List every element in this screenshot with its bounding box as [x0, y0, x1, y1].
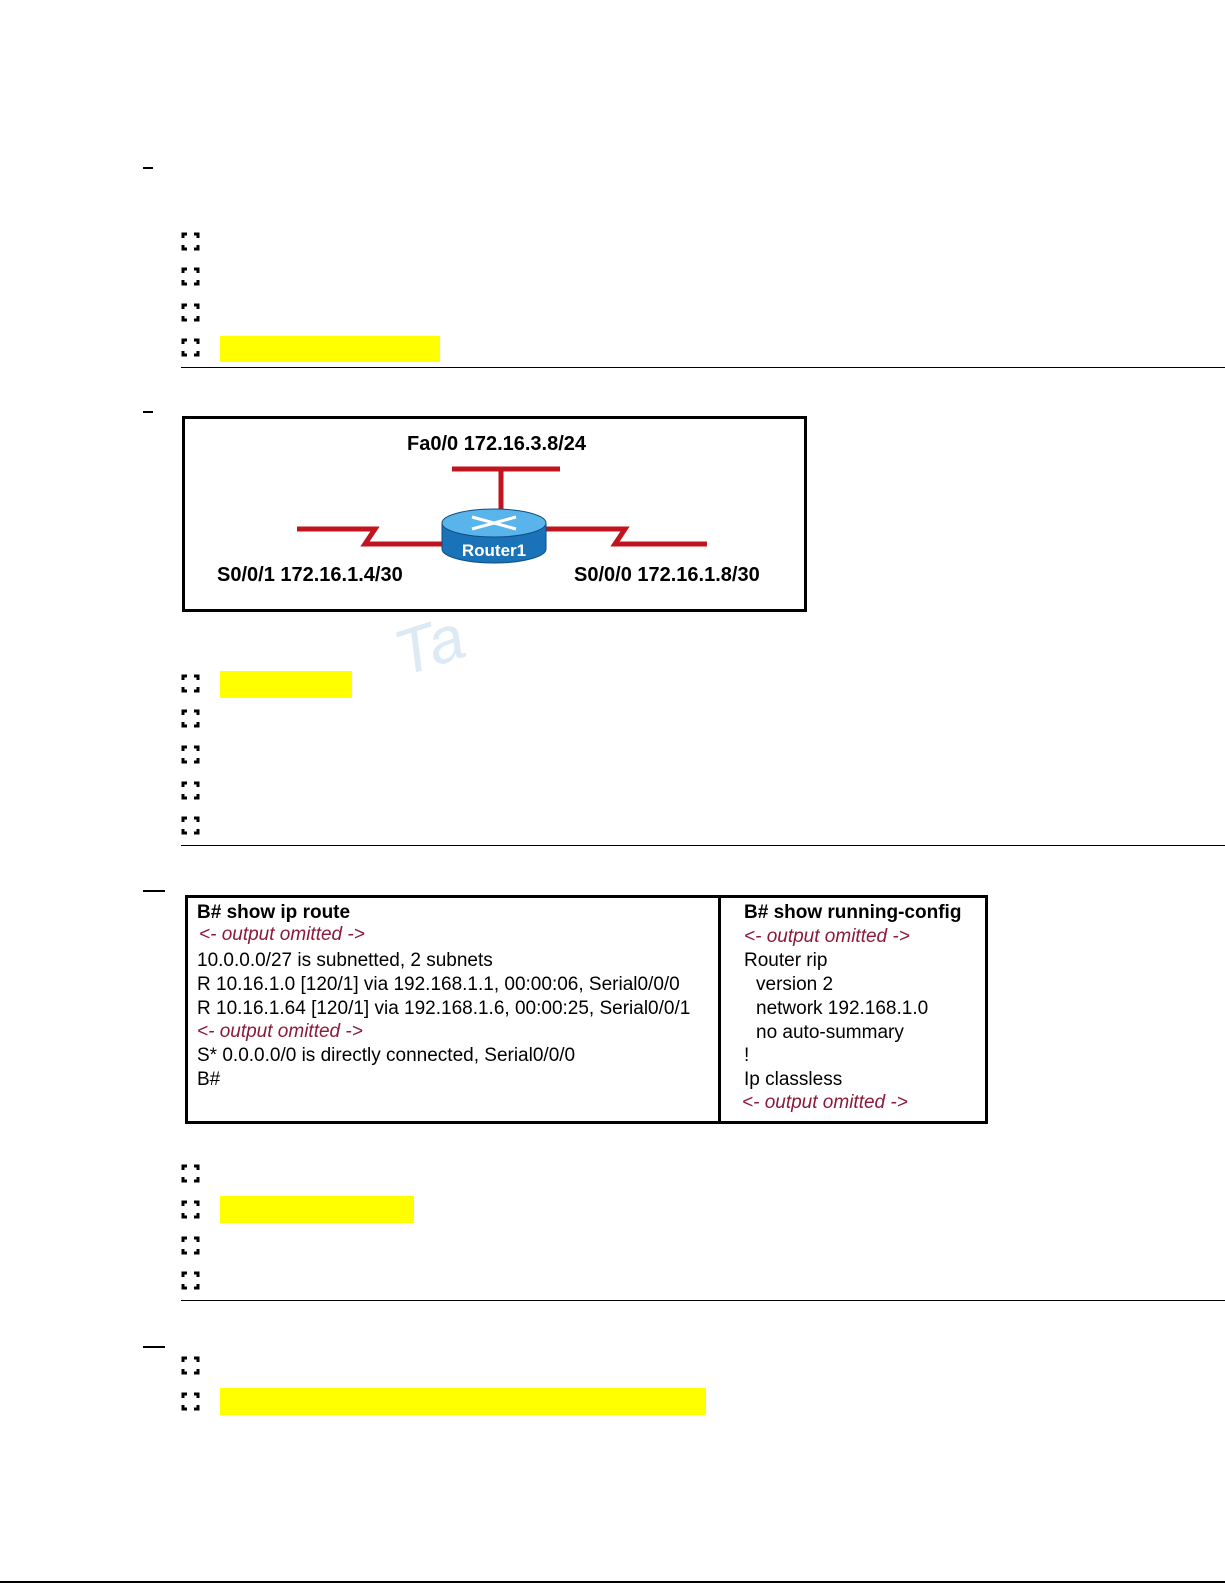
- page-bottom-border: [0, 1581, 1225, 1583]
- config-line: no auto-summary: [756, 1022, 904, 1043]
- config-omitted: <- output omitted ->: [742, 1092, 908, 1113]
- route-omitted: <- output omitted ->: [197, 1021, 363, 1042]
- fa-interface-label: Fa0/0 172.16.3.8/24: [407, 433, 587, 455]
- config-line: Router rip: [744, 950, 828, 971]
- config-line: version 2: [756, 974, 834, 995]
- radio-button[interactable]: [181, 781, 200, 800]
- radio-button[interactable]: [181, 1271, 200, 1290]
- network-diagram: [182, 416, 807, 612]
- answer-highlight: [220, 1388, 706, 1415]
- radio-button[interactable]: [181, 338, 200, 357]
- question-divider: [181, 1300, 1225, 1301]
- config-line: network 192.168.1.0: [756, 998, 929, 1019]
- question-marker: [143, 167, 153, 169]
- route-omitted: <- output omitted ->: [199, 924, 365, 945]
- answer-highlight: [220, 671, 352, 698]
- radio-button[interactable]: [181, 1392, 200, 1411]
- radio-button[interactable]: [181, 674, 200, 693]
- router-label: Router1: [461, 541, 527, 560]
- route-line: R 10.16.1.64 [120/1] via 192.168.1.6, 00:00:25, Serial0/0/1: [197, 998, 691, 1019]
- question-divider: [181, 367, 1225, 368]
- route-header: B# show ip route: [197, 902, 351, 923]
- radio-button[interactable]: [181, 1164, 200, 1183]
- radio-button[interactable]: [181, 816, 200, 835]
- radio-button[interactable]: [181, 1200, 200, 1219]
- route-line: 10.0.0.0/27 is subnetted, 2 subnets: [197, 950, 493, 971]
- panel-divider: [718, 898, 721, 1121]
- radio-button[interactable]: [181, 232, 200, 251]
- question-divider: [181, 845, 1225, 846]
- serial1-label: S0/0/1 172.16.1.4/30: [217, 564, 403, 586]
- radio-button[interactable]: [181, 267, 200, 286]
- route-line: R 10.16.1.0 [120/1] via 192.168.1.1, 00:00:06, Serial0/0/0: [197, 974, 680, 995]
- answer-highlight: [220, 336, 440, 362]
- question-marker: [143, 890, 165, 892]
- config-omitted: <- output omitted ->: [744, 926, 910, 947]
- cli-output-panel: [185, 895, 988, 1124]
- config-line: !: [744, 1045, 750, 1066]
- route-line: B#: [197, 1069, 221, 1090]
- config-header: B# show running-config: [744, 902, 962, 923]
- radio-button[interactable]: [181, 709, 200, 728]
- radio-button[interactable]: [181, 1356, 200, 1375]
- radio-button[interactable]: [181, 1236, 200, 1255]
- route-line: S* 0.0.0.0/0 is directly connected, Serial0/0/0: [197, 1045, 576, 1066]
- answer-highlight: [220, 1196, 414, 1223]
- serial0-label: S0/0/0 172.16.1.8/30: [574, 564, 760, 586]
- radio-button[interactable]: [181, 745, 200, 764]
- question-marker: [143, 411, 153, 413]
- question-marker: [143, 1346, 165, 1348]
- watermark-logo: Ta: [385, 600, 474, 690]
- radio-button[interactable]: [181, 303, 200, 322]
- config-line: Ip classless: [744, 1069, 843, 1090]
